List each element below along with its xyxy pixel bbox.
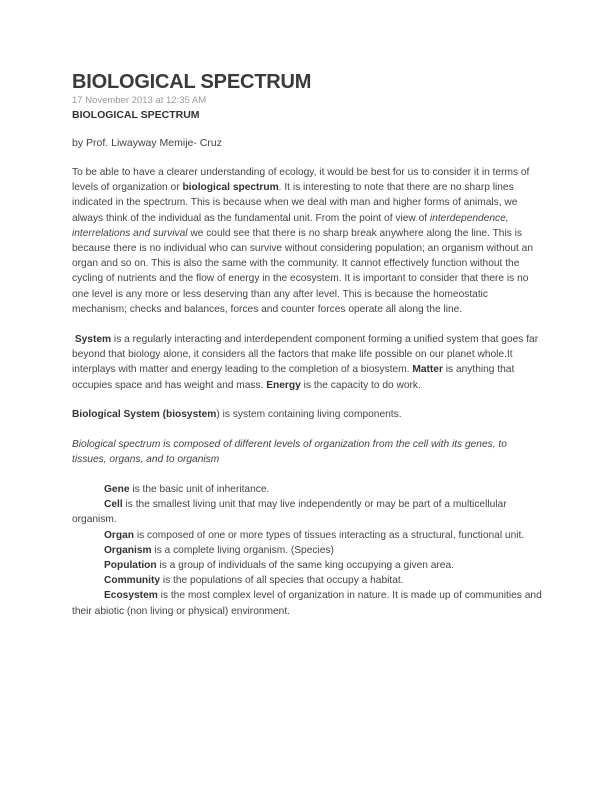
- post-date: 17 November 2013 at 12:35 AM: [72, 95, 207, 106]
- list-item: [72, 497, 542, 527]
- author-line: by Prof. Liwayway Memije- Cruz: [72, 137, 222, 149]
- intro-italic-phrase: interdependence, interrelations and survival: [72, 212, 509, 239]
- term-gene: Gene: [104, 484, 130, 495]
- gene-desc: is the basic unit of inheritance.: [129, 484, 270, 495]
- cell-desc: is the smallest living unit that may live independently or may be part of a multicellular organism.: [72, 499, 507, 526]
- term-ecosystem: Ecosystem: [104, 590, 158, 602]
- ecosystem-desc: is the most complex level of organization in nature. It is made up of communities and their abiotic (non living or physical) environment.: [72, 590, 542, 617]
- term-system: System: [74, 334, 112, 345]
- term-community: Community: [104, 575, 161, 587]
- list-item: [72, 482, 542, 497]
- term-matter: Matter: [412, 364, 443, 376]
- page-title: BIOLOGICAL SPECTRUM: [72, 71, 312, 93]
- intro-text-a: To be able to have a clearer understanding of ecology, it would be best for us to consider it in terms of levels of organization or: [72, 167, 530, 194]
- list-item: [72, 573, 542, 588]
- term-cell: Cell: [104, 499, 123, 511]
- community-desc: is the populations of all species that occupy a habitat.: [160, 575, 404, 587]
- population-desc: is a group of individuals of the same king occupying a given area.: [156, 560, 454, 572]
- term-energy: Energy: [266, 379, 301, 391]
- term-biological-spectrum: biological spectrum: [182, 182, 279, 194]
- system-text-d: is anything that occupies space and has weight and mass.: [72, 364, 515, 391]
- system-text-b: is a regularly interacting and interdependent component forming a unified system that goes far beyond that biology alone, it considers all the factors that make life possible on our planet whole.It interplays with matter and energy leading to the completion of a biosystem.: [72, 334, 539, 376]
- levels-list: [72, 482, 542, 619]
- term-population: Population: [104, 560, 157, 572]
- intro-text-c: . It is interesting to note that there are no sharp lines indicated in the spectrum. This is because when we deal with man and higher forms of animals, we always think of the individual as the fundamental unit. From the point of view of: [72, 182, 518, 224]
- intro-text-e: we could see that there is no sharp break anywhere along the line. This is because there is no individual who can survive without considering population; an organism without an organ and so on. This is also the same with the community. It cannot effectively function without the cycling of nutrients and the flow of energy in the ecosystem. It is important to consider that there is no one level is any more or less deserving than any after level. This is because the homeostatic mechanism; checks and balances, forces and counter forces operate all along the line.: [72, 227, 533, 315]
- organ-desc: is composed of one or more types of tissues interacting as a structural, functional unit.: [134, 529, 525, 541]
- list-item: [72, 558, 542, 573]
- biosystem-text: ) is system containing living components.: [216, 409, 402, 420]
- list-item: [72, 543, 542, 558]
- article-subtitle: BIOLOGICAL SPECTRUM: [72, 109, 200, 121]
- list-item: [72, 588, 542, 618]
- term-biosystem: Biological System (biosystem: [72, 409, 217, 420]
- list-item: [72, 528, 542, 543]
- organism-desc: is a complete living organism. (Species): [151, 544, 334, 556]
- system-text-f: is the capacity to do work.: [300, 379, 421, 391]
- paragraph-spectrum-italic: Biological spectrum is composed of different levels of organization from the cell with its genes, to tissues, organs, and to organism: [72, 439, 507, 466]
- term-organism: Organism: [104, 544, 152, 556]
- term-organ: Organ: [104, 529, 135, 541]
- paragraph-system: [72, 332, 542, 393]
- paragraph-intro: [72, 165, 542, 317]
- paragraph-biosystem: [72, 407, 542, 422]
